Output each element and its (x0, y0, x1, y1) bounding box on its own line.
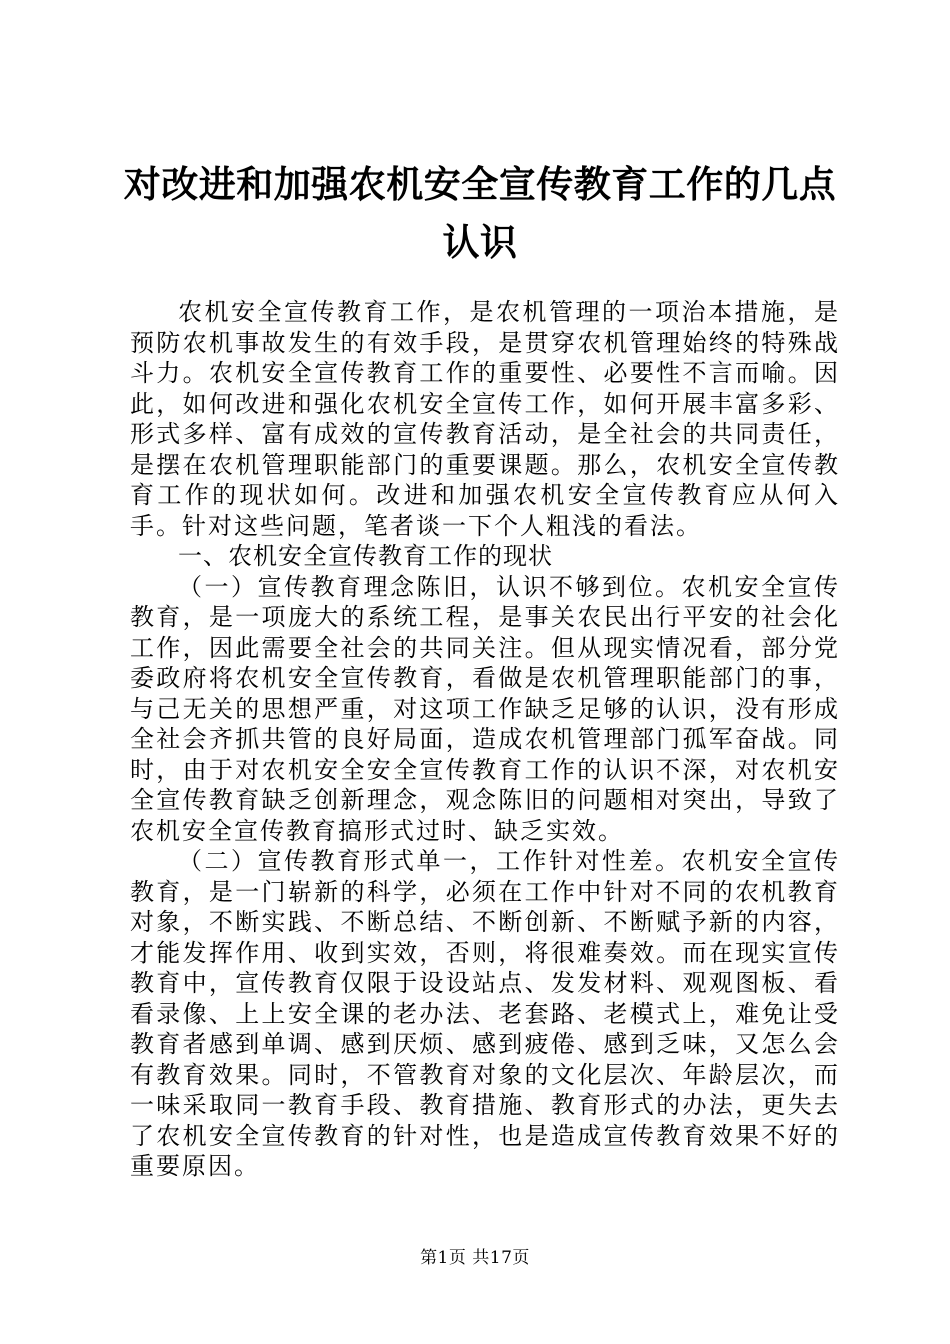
paragraph-intro: 农机安全宣传教育工作，是农机管理的一项治本措施，是预防农机事故发生的有效手段，是贯穿农机管理始终的特殊战斗力。农机安全宣传教育工作的重要性、必要性不言而喻。因此，如何改进和强化农机安全宣传工作，如何开展丰富多彩、形式多样、富有成效的宣传教育活动，是全社会的共同责任，是摆在农机管理职能部门的重要课题。那么，农机安全宣传教育工作的现状如何。改进和加强农机安全宣传教育应从何入手。针对这些问题，笔者谈一下个人粗浅的看法。 (130, 298, 840, 540)
document-body (130, 297, 840, 1182)
paragraph-point-two: （二）宣传教育形式单一，工作针对性差。农机安全宣传教育，是一门崭新的科学，必须在工作中针对不同的农机教育对象，不断实践、不断总结、不断创新、不断赋予新的内容，才能发挥作用、收到实效，否则，将很难奏效。而在现实宣传教育中，宣传教育仅限于设设站点、发发材料、观观图板、看看录像、上上安全课的老办法、老套路、老模式上，难免让受教育者感到单调、感到厌烦、感到疲倦、感到乏味，又怎么会有教育效果。同时，不管教育对象的文化层次、年龄层次，而一味采取同一教育手段、教育措施、教育形式的办法，更失去了农机安全宣传教育的针对性，也是造成宣传教育效果不好的重要原因。 (130, 847, 840, 1180)
section-heading-status: 一、农机安全宣传教育工作的现状 (178, 542, 553, 570)
document-title: 对改进和加强农机安全宣传教育工作的几点认识 (123, 162, 837, 264)
page-number-footer: 第1页 共17页 (420, 1248, 530, 1268)
paragraph-point-one: （一）宣传教育理念陈旧，认识不够到位。农机安全宣传教育，是一项庞大的系统工程，是事关农民出行平安的社会化工作，因此需要全社会的共同关注。但从现实情况看，部分党委政府将农机安全宣传教育，看做是农机管理职能部门的事，与己无关的思想严重，对这项工作缺乏足够的认识，没有形成全社会齐抓共管的良好局面，造成农机管理部门孤军奋战。同时，由于对农机安全安全宣传教育工作的认识不深，对农机安全宣传教育缺乏创新理念，观念陈旧的问题相对突出，导致了农机安全宣传教育搞形式过时、缺乏实效。 (130, 572, 840, 845)
